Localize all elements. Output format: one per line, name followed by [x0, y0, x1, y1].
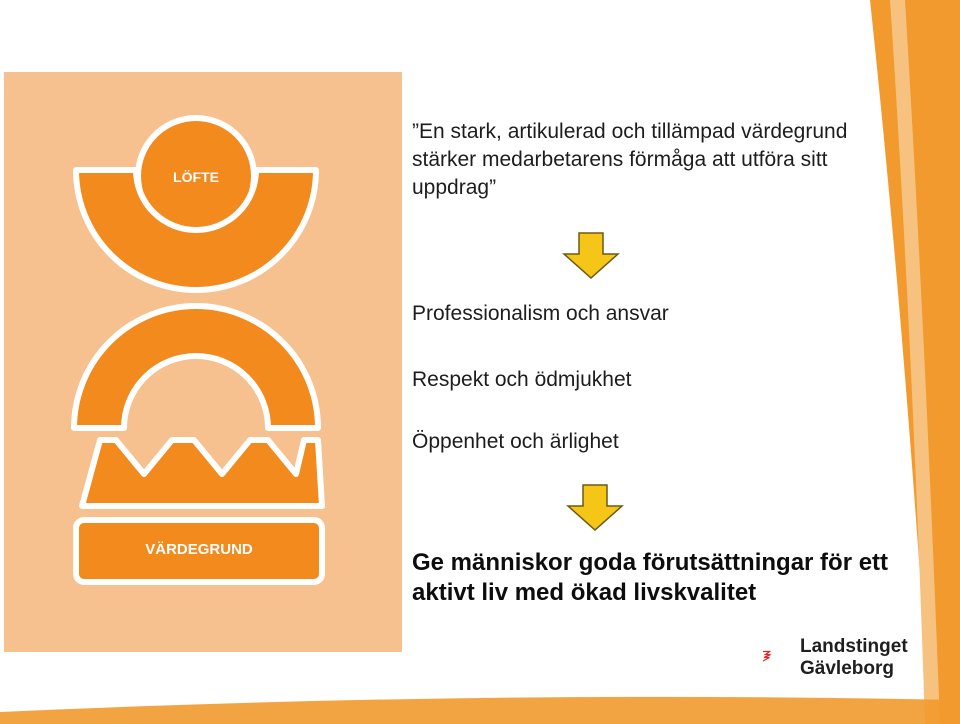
quote-text: ”En stark, artikulerad och tillämpad värdegrund stärker medarbetarens förmåga att utföra sitt uppdrag”: [412, 120, 848, 199]
logo-line1: Landstinget: [800, 636, 908, 657]
lofte-label: LÖFTE: [173, 169, 219, 185]
logo-line2: Gävleborg: [800, 658, 894, 679]
vardegrund-label: VÄRDEGRUND: [145, 541, 253, 558]
crown-shape: [82, 440, 322, 506]
arch-shape: [74, 306, 318, 428]
down-arrow-icon: [566, 484, 624, 532]
value-oppenhet: Öppenhet och ärlighet: [412, 430, 619, 453]
conclusion-text: Ge människor goda förutsättningar för ett aktivt liv med ökad livskvalitet: [412, 549, 889, 606]
value-professionalism: Professionalism och ansvar: [412, 302, 669, 325]
landstinget-logo-icon: [762, 630, 802, 682]
value-respekt: Respekt och ödmjukhet: [412, 368, 632, 391]
emblem-graphic: [4, 72, 402, 652]
down-arrow-icon: [562, 232, 620, 280]
